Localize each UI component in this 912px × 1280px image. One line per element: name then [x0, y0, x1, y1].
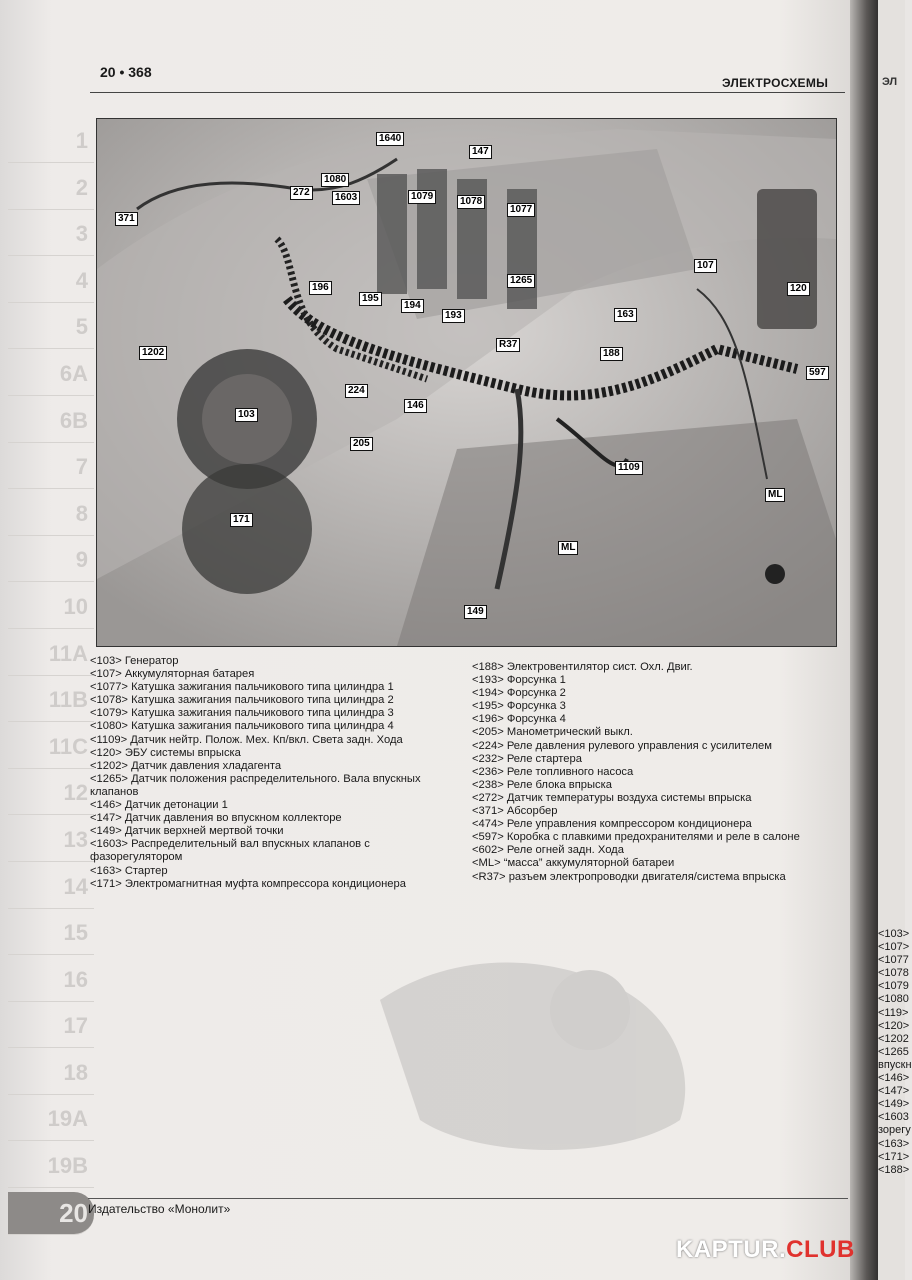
adjacent-item: <1078	[878, 967, 909, 980]
chapter-tab: 7	[8, 446, 94, 489]
legend-item: <238> Реле блока впрыска	[472, 778, 612, 791]
legend-item: <ML> “масса” аккумуляторной батареи	[472, 857, 675, 870]
chapter-tabs	[8, 120, 94, 1238]
legend-item: <188> Электровентилятор сист. Охл. Двиг.	[472, 661, 693, 673]
callout-label: R37	[496, 338, 520, 352]
chapter-tab: 8	[8, 493, 94, 536]
adjacent-item: <1202	[878, 1032, 909, 1045]
adjacent-item: <149>	[878, 1098, 910, 1111]
watermark	[676, 1236, 855, 1264]
callout-label: 196	[309, 281, 332, 295]
callout-label: ML	[558, 541, 578, 555]
callout-label: 1603	[332, 191, 360, 205]
callout-label: 1265	[507, 274, 535, 288]
legend-item: <224> Реле давления рулевого управления с усилителем	[472, 739, 772, 752]
section-title: ЭЛЕКТРОСХЕМЫ	[722, 76, 829, 90]
legend-item: <120> ЭБУ системы впрыска	[90, 746, 241, 759]
callout-label: 107	[694, 259, 717, 273]
chapter-tab: 19В	[8, 1145, 94, 1188]
callout-label: 224	[345, 384, 368, 398]
callout-label: 171	[230, 513, 253, 527]
callout-label: 193	[442, 309, 465, 323]
callout-label: 194	[401, 299, 424, 313]
legend-item: <147> Датчик давления во впускном коллекторе	[90, 812, 342, 825]
adjacent-item: <120>	[878, 1019, 910, 1032]
callout-label: 1109	[615, 461, 643, 475]
chapter-tab: 15	[8, 912, 94, 955]
chapter-tab: 10	[8, 586, 94, 629]
callout-label: 188	[600, 347, 623, 361]
chapter-tab: 3	[8, 213, 94, 256]
callout-label: 149	[464, 605, 487, 619]
legend-item: <193> Форсунка 1	[472, 674, 566, 687]
callout-label: 1077	[507, 203, 535, 217]
callout-label: 120	[787, 282, 810, 296]
chapter-tab: 6В	[8, 400, 94, 443]
legend-item: <171> Электромагнитная муфта компрессора кондиционера	[90, 877, 406, 890]
chapter-tab: 11С	[8, 726, 94, 769]
adjacent-item: <1077	[878, 954, 909, 967]
adjacent-page	[878, 0, 912, 1280]
callout-label: 1079	[408, 190, 436, 204]
callout-label: 371	[115, 212, 138, 226]
footer-divider	[88, 1198, 848, 1199]
chapter-tab: 14	[8, 866, 94, 909]
adjacent-item: <107>	[878, 941, 910, 954]
callout-label: 1080	[321, 173, 349, 187]
legend-item: <272> Датчик температуры воздуха системы впрыска	[472, 791, 752, 804]
callout-label: 272	[290, 186, 313, 200]
legend-item: <149> Датчик верхней мертвой точки	[90, 825, 284, 838]
callout-label: 103	[235, 408, 258, 422]
chapter-tab: 16	[8, 959, 94, 1002]
legend-item: <196> Форсунка 4	[472, 713, 566, 726]
legend-item: <195> Форсунка 3	[472, 700, 566, 713]
adjacent-item: <147>	[878, 1085, 910, 1098]
page-number: 20 • 368	[100, 64, 152, 80]
legend-left-column	[90, 655, 455, 891]
chapter-tab: 13	[8, 819, 94, 862]
chapter-tab: 4	[8, 260, 94, 303]
legend-item: <194> Форсунка 2	[472, 687, 566, 700]
adjacent-item: <146>	[878, 1072, 910, 1085]
legend-item: <107> Аккумуляторная батарея	[90, 668, 255, 681]
legend-item: <474> Реле управления компрессором кондиционера	[472, 818, 752, 831]
callout-label: 163	[614, 308, 637, 322]
callout-label: 146	[404, 399, 427, 413]
legend-item: <1109> Датчик нейтр. Полож. Мех. Кп/вкл. Света задн. Хода	[90, 733, 403, 746]
legend-item: <146> Датчик детонации 1	[90, 799, 228, 812]
legend-item: <1078> Катушка зажигания пальчикового типа цилиндра 2	[90, 694, 394, 707]
callout-label: 1640	[376, 132, 404, 146]
legend-item: <103> Генератор	[90, 655, 179, 667]
legend-item: <371> Абсорбер	[472, 805, 558, 818]
adjacent-item: <163>	[878, 1137, 910, 1150]
legend-item: <163> Стартер	[90, 864, 168, 877]
legend-item: <602> Реле огней задн. Хода	[472, 844, 624, 857]
engine-wiring-photo	[96, 118, 837, 647]
chapter-tab: 19А	[8, 1098, 94, 1141]
adjacent-item: <1080	[878, 993, 909, 1006]
legend-right-column	[472, 661, 842, 884]
legend-item: <1080> Катушка зажигания пальчикового типа цилиндра 4	[90, 720, 394, 733]
chapter-tab: 12	[8, 772, 94, 815]
adjacent-item: впускн	[878, 1058, 912, 1071]
watermark-part1: KAPTUR.	[676, 1236, 787, 1263]
header-divider	[90, 92, 845, 93]
callout-label: ML	[765, 488, 785, 502]
bleed-through-image	[360, 920, 720, 1170]
legend-item: <1603> Распределительный вал впускных клапанов с фазорегулятором	[90, 838, 370, 864]
chapter-tab: 5	[8, 306, 94, 349]
adjacent-item: <1265	[878, 1045, 909, 1058]
callout-label: 195	[359, 292, 382, 306]
legend-item: <1079> Катушка зажигания пальчикового типа цилиндра 3	[90, 707, 394, 720]
chapter-tab: 2	[8, 167, 94, 210]
legend-item: <1265> Датчик положения распределительного. Вала впускных клапанов	[90, 772, 421, 798]
adjacent-item: <1079	[878, 980, 909, 993]
adjacent-item: <171>	[878, 1150, 910, 1163]
legend-item: <232> Реле стартера	[472, 752, 582, 765]
callout-label: 597	[806, 366, 829, 380]
callout-label: 205	[350, 437, 373, 451]
legend-item: <1202> Датчик давления хладагента	[90, 759, 282, 772]
chapter-tab: 18	[8, 1052, 94, 1095]
adjacent-item: <103>	[878, 928, 910, 940]
legend-item: <205> Манометрический выкл.	[472, 726, 633, 739]
legend-item: <1077> Катушка зажигания пальчикового типа цилиндра 1	[90, 681, 394, 694]
watermark-part2: CLUB	[786, 1236, 855, 1263]
chapter-tab: 6А	[8, 353, 94, 396]
callout-label: 1202	[139, 346, 167, 360]
callout-label: 147	[469, 145, 492, 159]
legend-item: <236> Реле топливного насоса	[472, 765, 634, 778]
legend-item: <597> Коробка с плавкими предохранителями и реле в салоне	[472, 831, 800, 844]
book-spine-shadow	[850, 0, 880, 1280]
adjacent-item: <1603	[878, 1111, 909, 1124]
adjacent-legend	[878, 928, 912, 1177]
adjacent-item: <188>	[878, 1163, 910, 1176]
legend-item: <R37> разъем электропроводки двигателя/система впрыска	[472, 870, 786, 883]
chapter-tab: 17	[8, 1005, 94, 1048]
chapter-tab: 1	[8, 120, 94, 163]
adjacent-item: зорегу	[878, 1124, 911, 1137]
publisher-name: Издательство «Монолит»	[88, 1202, 231, 1216]
adjacent-item: <119>	[878, 1006, 909, 1019]
chapter-tab: 9	[8, 539, 94, 582]
adjacent-header: ЭЛ	[882, 76, 898, 88]
chapter-tab-active: 20	[8, 1192, 94, 1235]
callout-label: 1078	[457, 195, 485, 209]
chapter-tab: 11В	[8, 679, 94, 722]
chapter-tab: 11А	[8, 633, 94, 676]
